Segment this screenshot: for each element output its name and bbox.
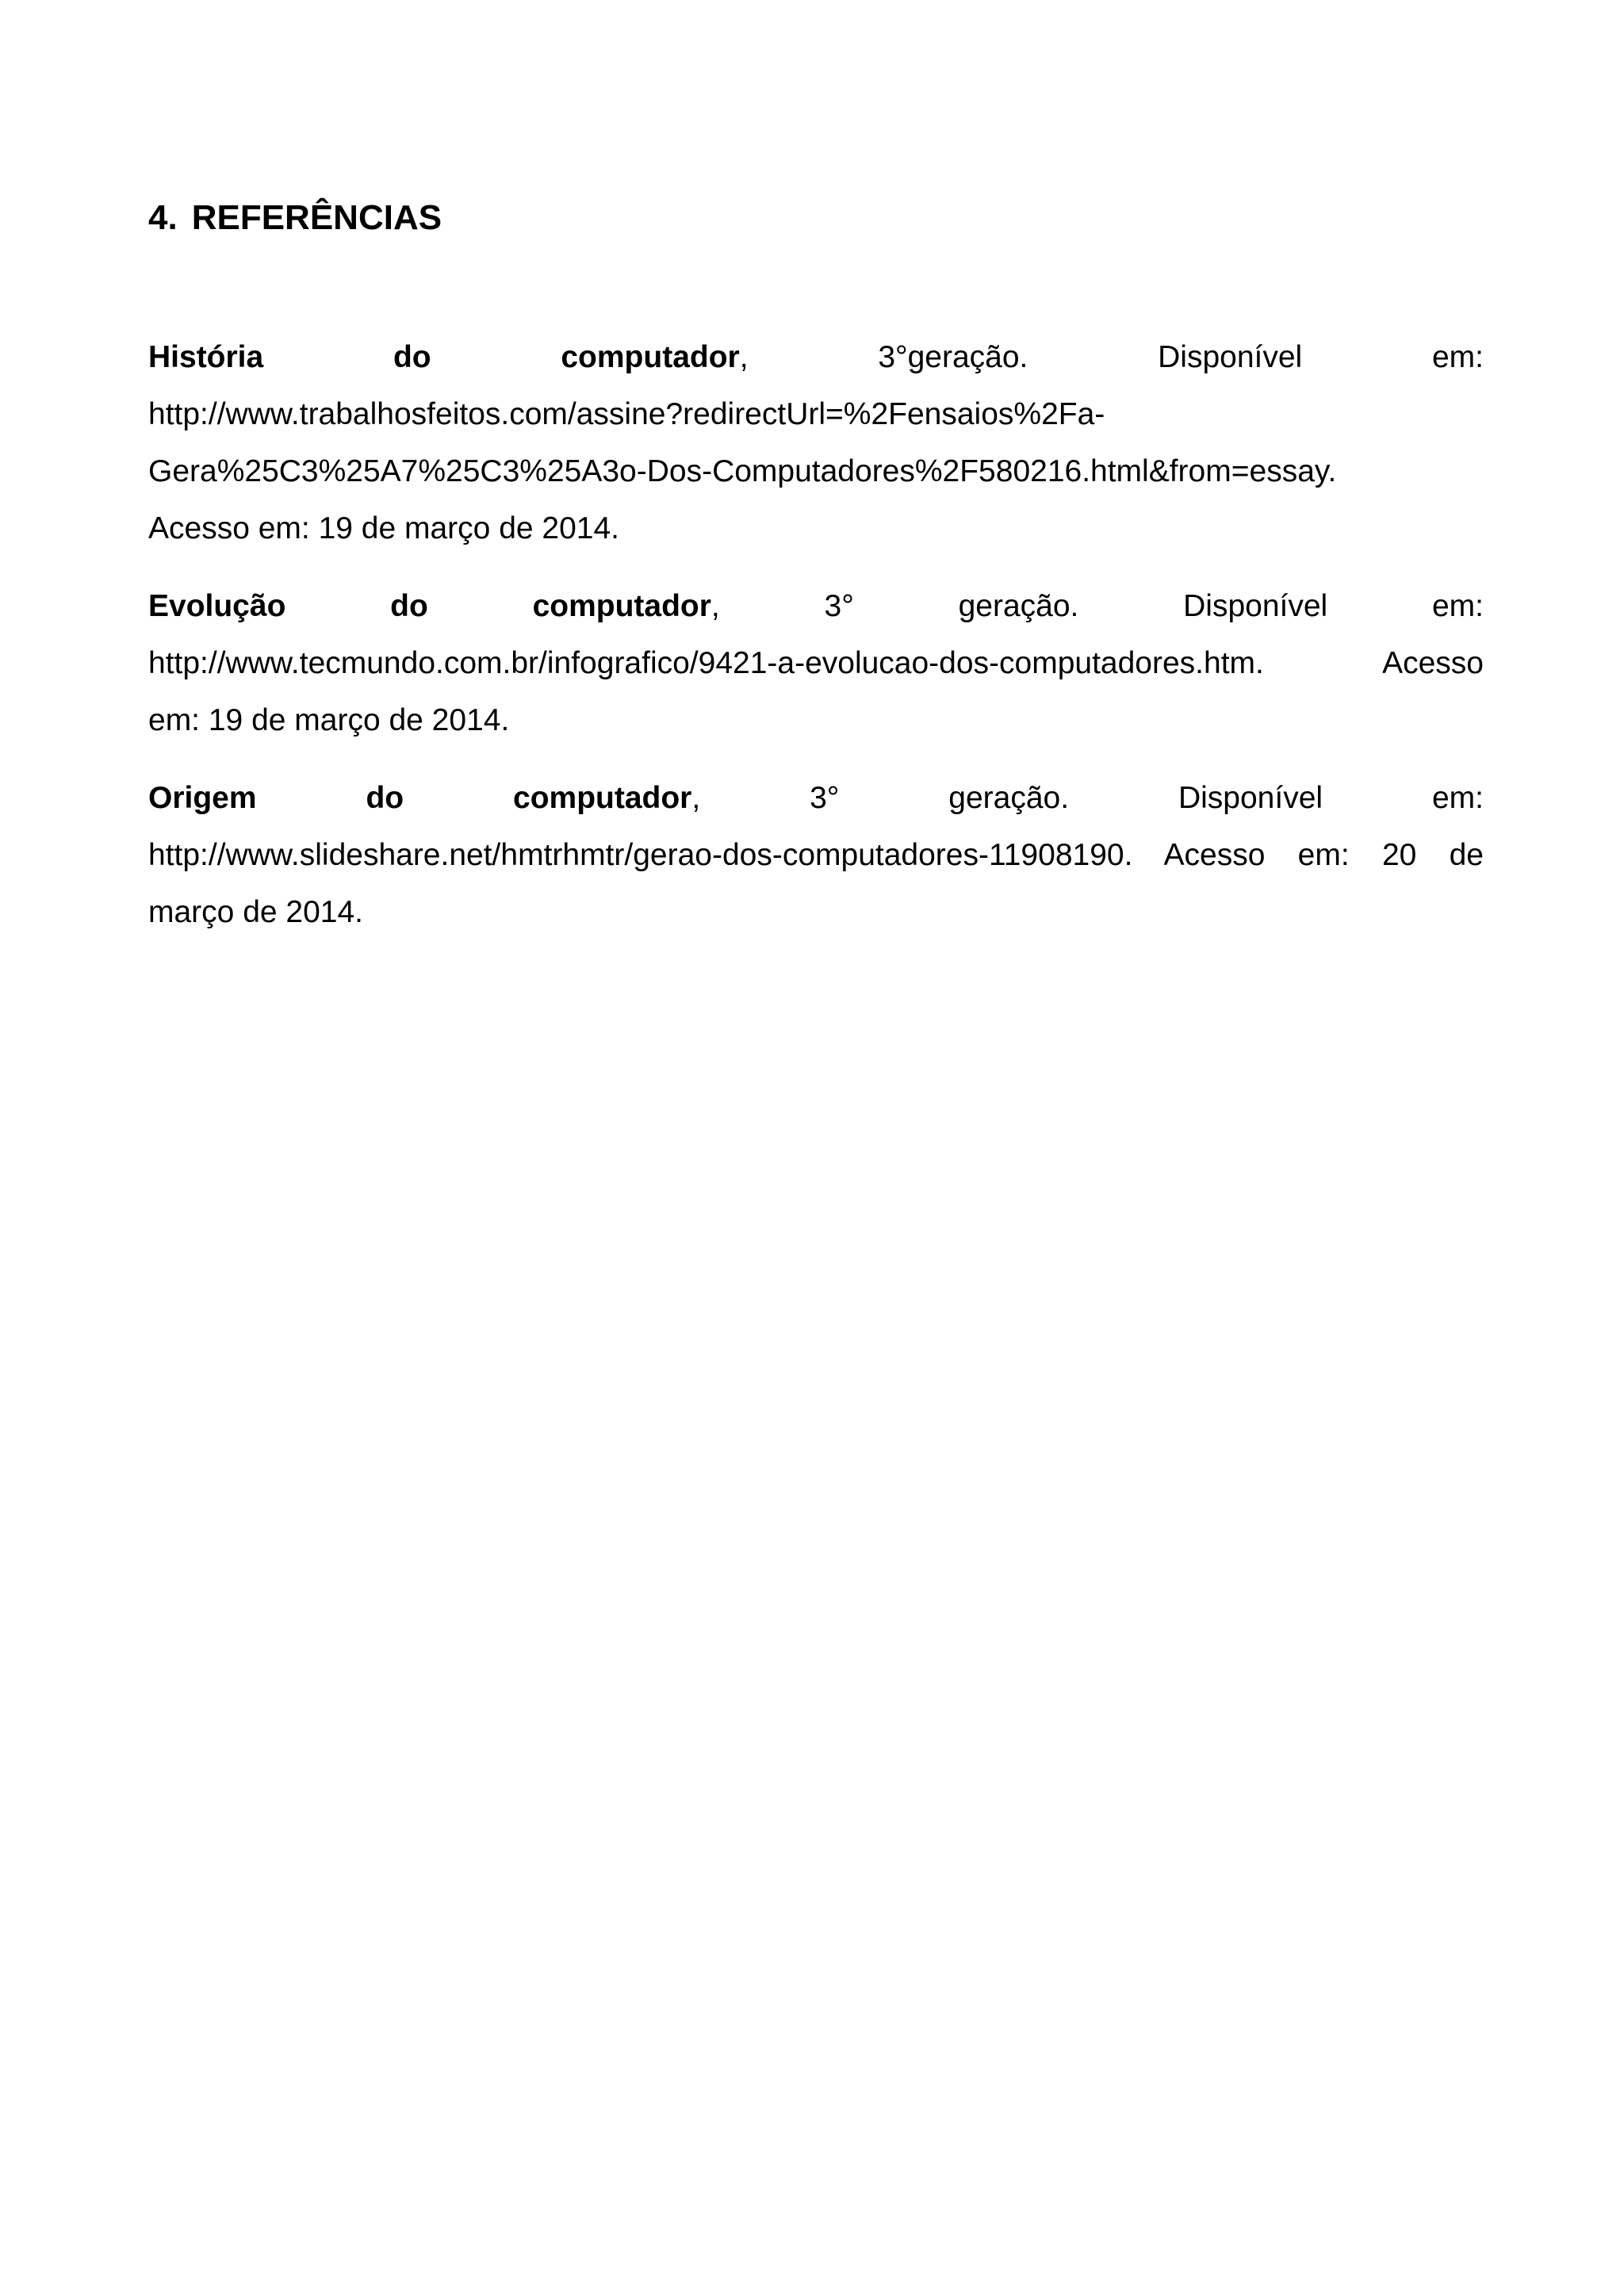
reference-access-date: Acesso em: 19 de março de 2014.	[148, 511, 620, 545]
reference-url-continued: Gera%25C3%25A7%25C3%25A3o-Dos-Computadores%2F580216.html&from=essay.	[148, 454, 1337, 488]
reference-title: Origem do computador	[148, 781, 692, 815]
reference-entry-origem	[148, 770, 1484, 941]
section-number: 4.	[148, 198, 178, 237]
section-title: REFERÊNCIAS	[191, 198, 442, 237]
reference-entry-historia	[148, 329, 1484, 557]
reference-url: http://www.tecmundo.com.br/infografico/9421-a-evolucao-dos-computadores.htm. Acesso	[148, 646, 1484, 680]
reference-source: , 3°geração. Disponível em:	[739, 340, 1484, 374]
reference-title: História do computador	[148, 340, 740, 374]
reference-source: , 3° geração. Disponível em:	[710, 589, 1484, 623]
reference-line	[148, 329, 1484, 386]
reference-access-date: março de 2014.	[148, 895, 364, 929]
reference-source: , 3° geração. Disponível em:	[691, 781, 1484, 815]
section-heading	[148, 194, 442, 242]
reference-line	[148, 578, 1484, 635]
reference-line	[148, 770, 1484, 827]
reference-url: http://www.slideshare.net/hmtrhmtr/gerao-dos-computadores-11908190. Acesso em: 20 de	[148, 838, 1484, 872]
reference-access-date: em: 19 de março de 2014.	[148, 703, 510, 737]
reference-entry-evolucao	[148, 578, 1484, 749]
reference-url: http://www.trabalhosfeitos.com/assine?redirectUrl=%2Fensaios%2Fa-	[148, 397, 1105, 431]
references-list	[148, 329, 1484, 962]
reference-title: Evolução do computador	[148, 589, 711, 623]
